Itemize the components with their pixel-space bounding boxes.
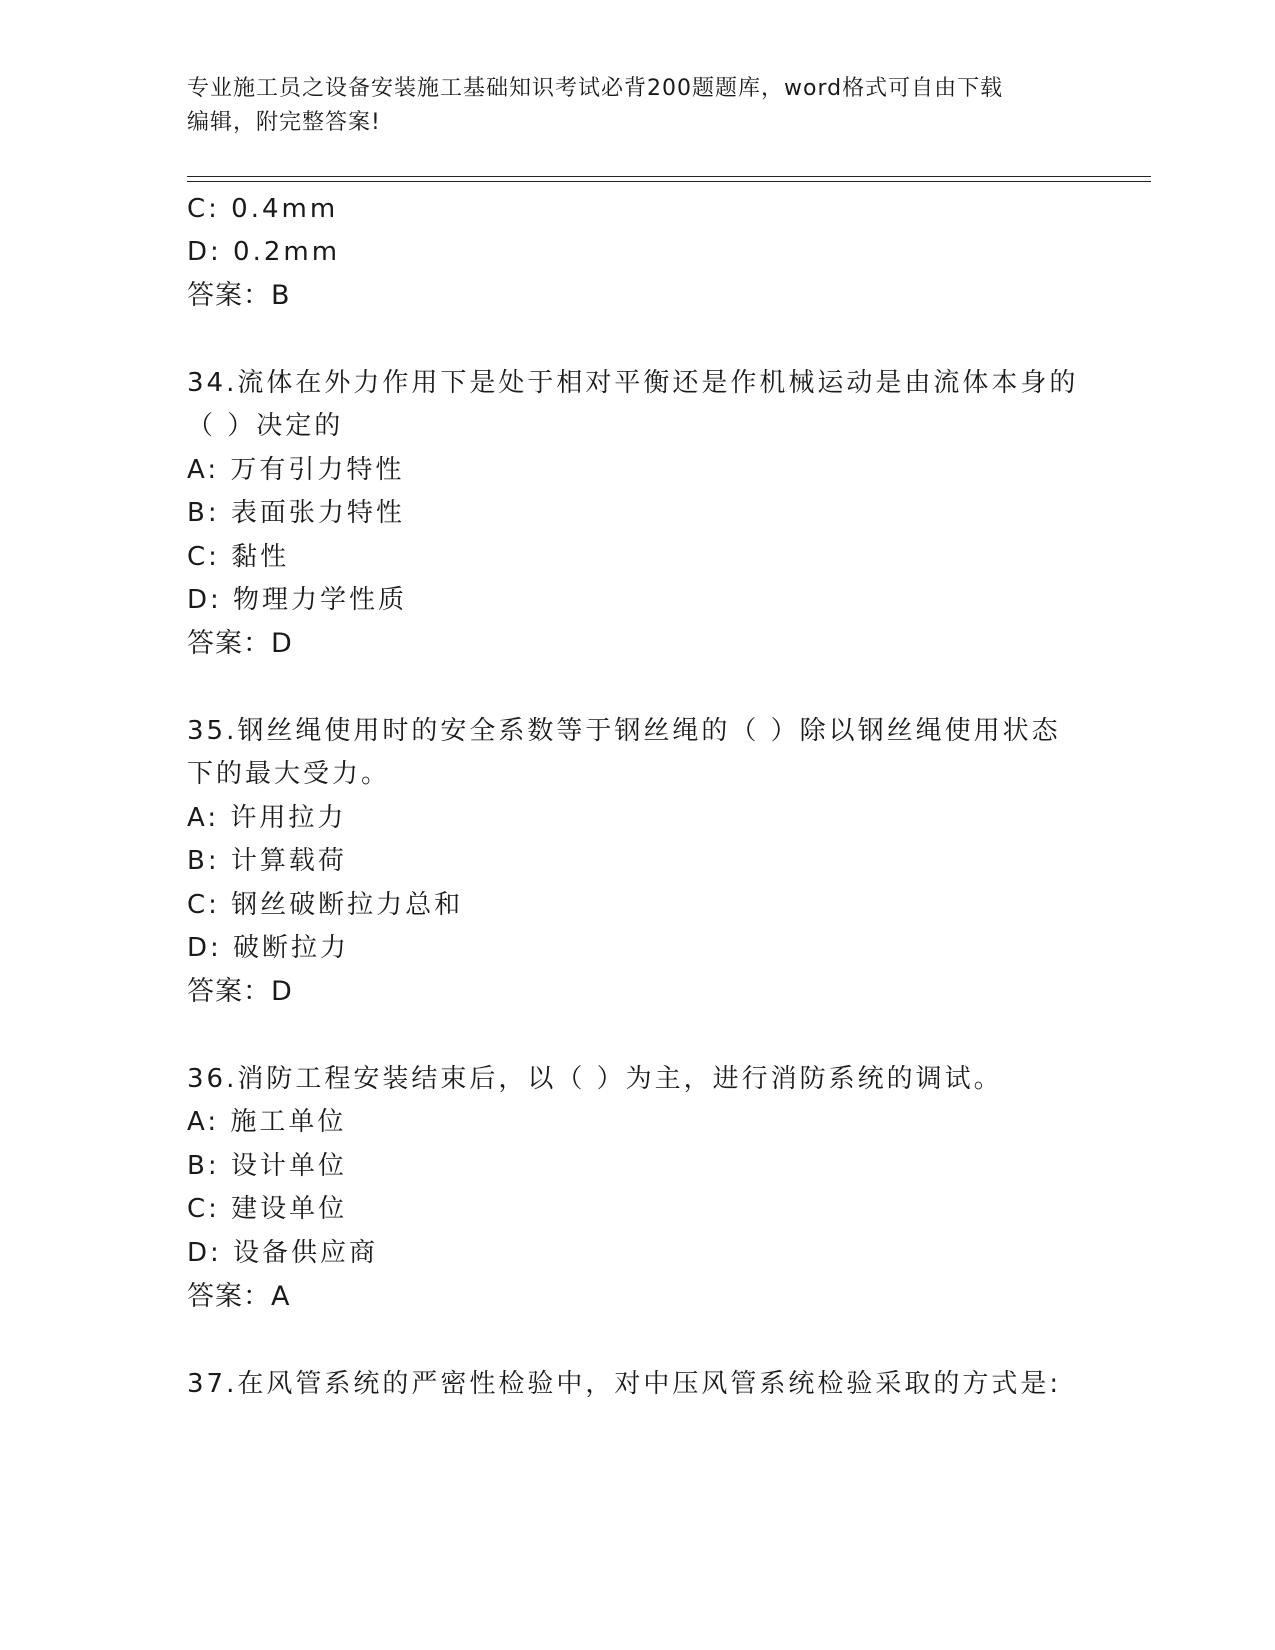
q35-option-c: C: 钢丝破断拉力总和 bbox=[187, 890, 464, 920]
q35-option-a: A: 许用拉力 bbox=[187, 803, 347, 833]
prev-answer: 答案：B bbox=[187, 280, 291, 311]
q36-answer: 答案：A bbox=[187, 1281, 291, 1312]
q36-stem-line-1: 36.消防工程安装结束后，以（ ）为主，进行消防系统的调试。 bbox=[187, 1064, 1003, 1094]
header-divider-top bbox=[187, 176, 1151, 177]
q35-stem-line-2: 下的最大受力。 bbox=[187, 759, 391, 789]
document-header bbox=[187, 72, 1087, 140]
q36-option-b: B: 设计单位 bbox=[187, 1151, 347, 1181]
header-divider-bottom bbox=[187, 181, 1151, 182]
q34-option-a: A: 万有引力特性 bbox=[187, 455, 405, 485]
q34-option-c: C: 黏性 bbox=[187, 542, 290, 572]
q34-stem-line-1: 34.流体在外力作用下是处于相对平衡还是作机械运动是由流体本身的 bbox=[187, 368, 1079, 398]
q36-option-c: C: 建设单位 bbox=[187, 1194, 348, 1224]
q34-stem-line-2: （ ）决定的 bbox=[187, 411, 344, 441]
header-line-1: 专业施工员之设备安装施工基础知识考试必背200题题库，word格式可自由下载 bbox=[187, 76, 1004, 101]
prev-option-c: C: 0.4mm bbox=[187, 194, 339, 224]
q36-option-d: D: 设备供应商 bbox=[187, 1238, 379, 1268]
q36-option-a: A: 施工单位 bbox=[187, 1107, 347, 1137]
q37-stem-line-1: 37.在风管系统的严密性检验中，对中压风管系统检验采取的方式是: bbox=[187, 1369, 1062, 1399]
q35-answer: 答案：D bbox=[187, 976, 293, 1007]
prev-option-d: D: 0.2mm bbox=[187, 237, 341, 267]
q35-option-d: D: 破断拉力 bbox=[187, 933, 350, 963]
q34-answer: 答案：D bbox=[187, 628, 293, 659]
header-line-2: 编辑，附完整答案! bbox=[187, 110, 381, 135]
q34-option-b: B: 表面张力特性 bbox=[187, 498, 405, 528]
q35-option-b: B: 计算载荷 bbox=[187, 846, 347, 876]
q34-option-d: D: 物理力学性质 bbox=[187, 585, 408, 615]
q35-stem-line-1: 35.钢丝绳使用时的安全系数等于钢丝绳的（ ）除以钢丝绳使用状态 bbox=[187, 716, 1061, 746]
